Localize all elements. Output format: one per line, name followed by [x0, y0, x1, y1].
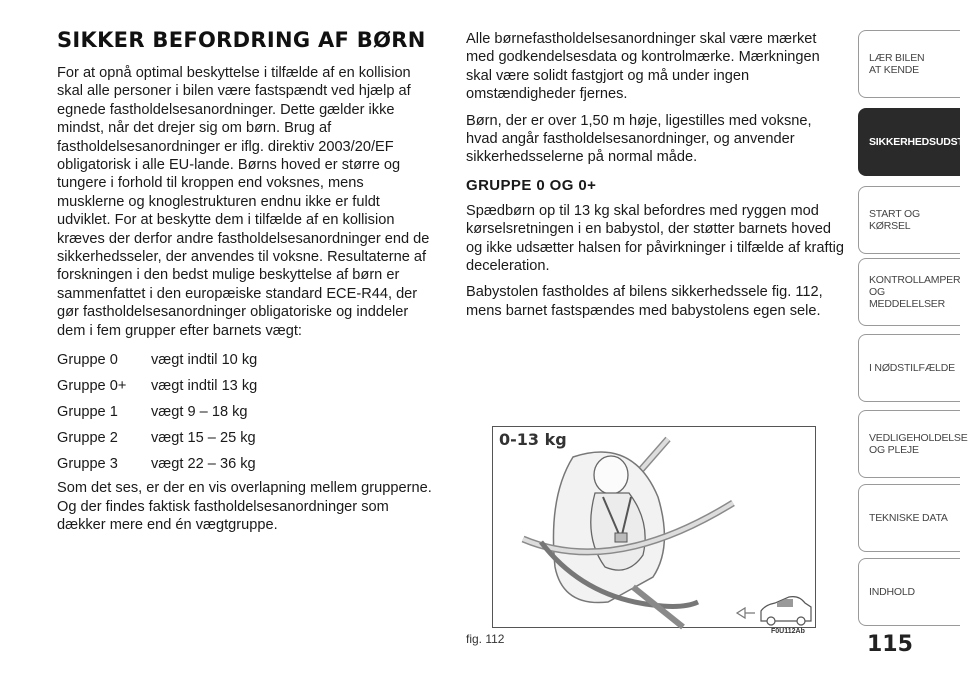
tab-kontrollamper[interactable]: KONTROLLAMPER OG MEDDELELSER [858, 258, 960, 326]
car-direction-icon [761, 597, 811, 625]
intro-paragraph: For at opnå optimal beskyttelse i tilfælde af en kollision skal alle personer i bilen være fastspændt ved hjælp af egnede fastholdelsesanordninger. Dette gælder ikke mindst, når det drejer sig om børn. Brug af fastholdelsesanordninger er iflg. direktiv 2003/20/EF obligatorisk i alle EU-lande. Børns hoved er større og tungere i forhold til kroppen end voksnes, mens musklerne og knoglestrukturen endnu ikke er fuldt udviklet. For at beskytte dem i tilfælde af en kollision kræves der derfor andre fastholdelsesanordninger end de sikkerhedsseler, der anvendes til voksne. Resultaterne af forskningen i den bedst mulige beskyttelse af børn er sammenfattet i den europæiske standard ECE-R44, der gør fastholdelsesanordninger obligatoriske og inddeler dem i fem grupper efter barnets vægt: [57, 65, 430, 339]
left-column [57, 28, 435, 541]
left-body [57, 64, 435, 534]
chapter-tabs [858, 30, 978, 630]
height-paragraph: Børn, der er over 1,50 m høje, ligestilles med voksne, hvad angår fastholdelsesanordninger, og anvender sikkerhedsselerne på normal måde. [466, 112, 812, 166]
page-title: SIKKER BEFORDRING AF BØRN [57, 28, 426, 52]
right-column [466, 30, 846, 328]
weight-group-row [57, 373, 435, 399]
weight-groups-list [57, 347, 435, 477]
weight-group-row [57, 451, 435, 477]
tab-start-og-korsel[interactable]: START OG KØRSEL [858, 186, 960, 254]
figure-caption: fig. 112 [466, 632, 505, 646]
group-weight: vægt 15 – 25 kg [151, 429, 256, 446]
weight-group-row [57, 347, 435, 373]
group-weight: vægt 9 – 18 kg [151, 403, 248, 420]
closing-paragraph: Som det ses, er der en vis overlapning mellem grupperne. Og der findes faktisk fastholdelsesanordninger som dækker mere end én vægtgruppe. [57, 480, 432, 533]
weight-group-row [57, 425, 435, 451]
tab-laer-bilen[interactable]: LÆR BILEN AT KENDE [858, 30, 960, 98]
tab-vedligeholdelse[interactable]: VEDLIGEHOLDELSE OG PLEJE [858, 410, 960, 478]
group-name: Gruppe 1 [57, 403, 118, 420]
baby-seat-illustration [493, 427, 815, 627]
page-number: 115 [867, 632, 913, 657]
group-name: Gruppe 2 [57, 429, 118, 446]
figure-weight-label: 0-13 kg [499, 430, 567, 449]
infant-paragraph: Spædbørn op til 13 kg skal befordres med ryggen mod kørselsretningen i en babystol, der støtter barnets hoved og ikke udsætter halsen for påvirkninger i tilfælde af kraftig deceleration. [466, 202, 844, 275]
tab-indhold[interactable]: INDHOLD [858, 558, 960, 626]
group-weight: vægt indtil 13 kg [151, 377, 258, 394]
figure-code: F0U112Ab [771, 628, 805, 635]
tab-tekniske-data[interactable]: TEKNISKE DATA [858, 484, 960, 552]
figure-112 [492, 426, 816, 628]
group-name: Gruppe 3 [57, 455, 118, 472]
labeling-paragraph: Alle børnefastholdelsesanordninger skal være mærket med godkendelsesdata og kontrolmærke. Mærkningen skal være solidt fastgjort og må under ingen omstændigheder fjernes. [466, 31, 820, 103]
babyseat-paragraph: Babystolen fastholdes af bilens sikkerhedssele fig. 112, mens barnet fastspændes med babystolens egen sele. [466, 284, 823, 319]
group-name: Gruppe 0+ [57, 377, 127, 394]
group-weight: vægt indtil 10 kg [151, 351, 258, 368]
group-0-heading: GRUPPE 0 OG 0+ [466, 176, 597, 194]
weight-group-row [57, 399, 435, 425]
group-weight: vægt 22 – 36 kg [151, 455, 256, 472]
group-name: Gruppe 0 [57, 351, 118, 368]
tab-sikkerhedsudstyr[interactable]: SIKKERHEDSUDSTYR [858, 108, 960, 176]
tab-nodstilfaelde[interactable]: I NØDSTILFÆLDE [858, 334, 960, 402]
